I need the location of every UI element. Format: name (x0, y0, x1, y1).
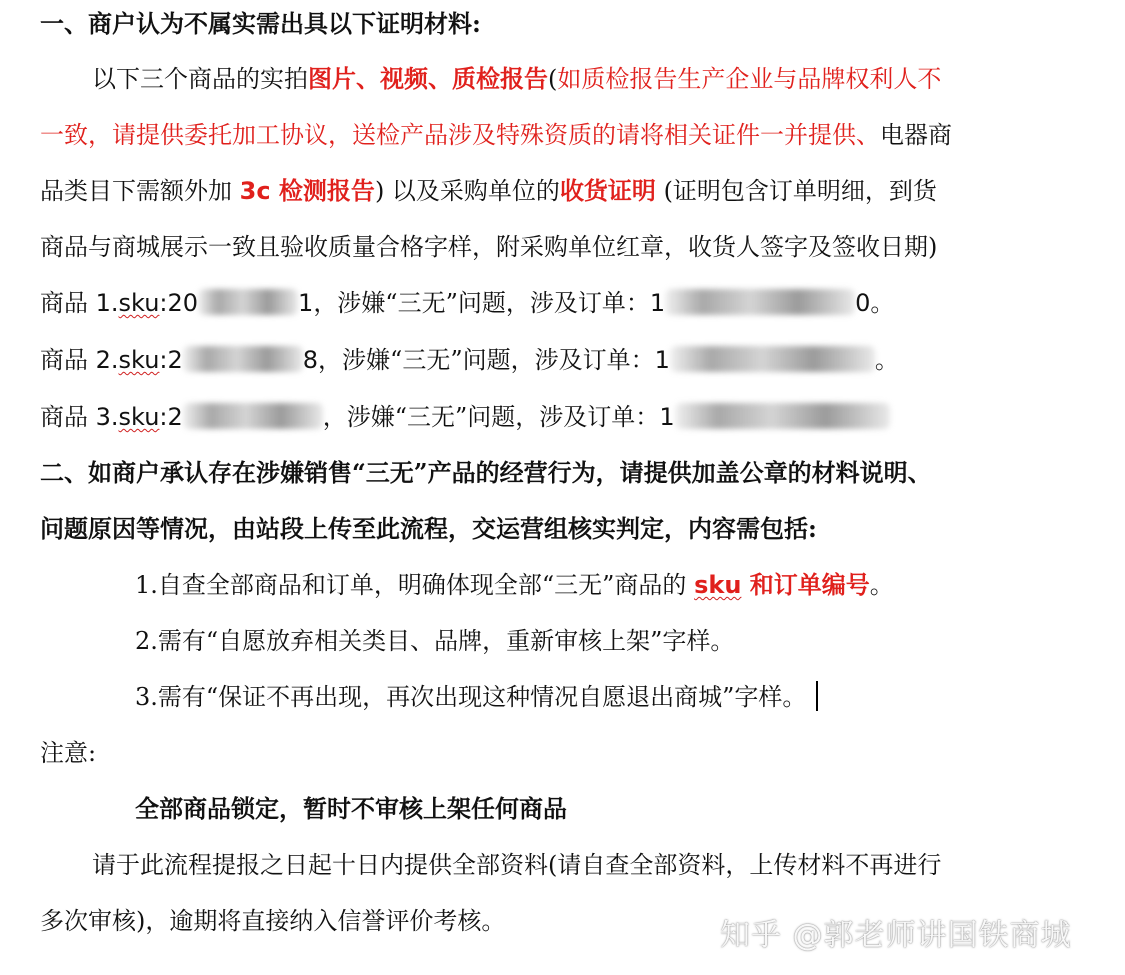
blurred-order (670, 346, 875, 372)
order-start: 1 (649, 289, 666, 317)
text-run: 1.自查全部商品和订单，明确体现全部“三无”商品的 (135, 571, 695, 599)
sku-start: :20 (159, 289, 199, 317)
product-mid-text: ，涉嫌“三无”问题，涉及订单： (322, 403, 660, 431)
section1-paragraph-line4: 商品与商城展示一致且验收质量合格字样，附采购单位红章，收货人签字及签收日期) (40, 233, 938, 261)
text-cursor (816, 681, 818, 711)
section1-paragraph-line2 (40, 119, 952, 151)
sku-word: sku (118, 346, 160, 374)
red-note: 如质检报告生产企业与品牌权利人不 (557, 65, 942, 93)
blurred-order (665, 289, 855, 315)
zhihu-watermark: 知乎 @郭老师讲国铁商城 (720, 918, 1072, 953)
sku-word: sku (118, 289, 160, 317)
blurred-sku (183, 403, 323, 429)
text-run: 品类目下需额外加 (40, 177, 240, 205)
highlight-order-number: 和订单编号 (741, 570, 870, 599)
section2-heading-line1: 二、如商户承认存在涉嫌销售“三无”产品的经营行为，请提供加盖公章的材料说明、 (40, 458, 932, 487)
note-line1: 请于此流程提报之日起十日内提供全部资料(请自查全部资料，上传材料不再进行 (92, 851, 942, 879)
text-run: 电器商 (880, 121, 952, 149)
product-prefix: 商品 3. (40, 403, 119, 431)
blurred-sku (183, 346, 303, 372)
text-run: ( (548, 65, 558, 93)
sku-start: :2 (159, 403, 183, 431)
highlight-receipt-proof: 收货证明 (559, 176, 656, 205)
highlight-3c: 3c (239, 177, 271, 205)
note-label: 注意: (40, 739, 97, 767)
text-run: (证明包含订单明细，到货 (655, 177, 937, 205)
product-tail: 。 (874, 346, 899, 374)
blurred-sku (198, 289, 298, 315)
product-item (40, 344, 899, 376)
blurred-order (675, 403, 890, 429)
text-run: ) 以及采购单位的 (374, 177, 560, 205)
highlight-sku: sku (694, 571, 742, 599)
order-start: 1 (659, 403, 675, 431)
sku-start: :2 (159, 346, 183, 374)
note-bold-line: 全部商品锁定，暂时不审核上架任何商品 (135, 794, 567, 823)
sku-end: 8 (302, 346, 319, 374)
product-mid-text: ，涉嫌“三无”问题，涉及订单： (313, 289, 650, 317)
sku-word: sku (118, 403, 160, 431)
highlight-materials: 图片、视频、质检报告 (308, 64, 548, 93)
highlight-test-report: 检测报告 (270, 176, 375, 205)
requirement-item-3 (135, 681, 818, 713)
product-mid-text: ，涉嫌“三无”问题，涉及订单： (318, 346, 655, 374)
product-item (40, 287, 894, 319)
product-prefix: 商品 1. (40, 289, 119, 317)
section1-paragraph-line3 (40, 175, 937, 207)
product-tail: 。 (870, 289, 895, 317)
section1-paragraph-line1 (92, 63, 941, 95)
requirement-item-1 (135, 569, 894, 601)
section2-heading-line2: 问题原因等情况，由站段上传至此流程，交运营组核实判定，内容需包括: (40, 514, 817, 543)
text-run: 。 (869, 571, 894, 599)
text-run: 3.需有“保证不再出现，再次出现这种情况自愿退出商城”字样。 (135, 683, 807, 711)
sku-end: 1 (298, 289, 314, 317)
section1-heading: 一、商户认为不属实需出具以下证明材料: (40, 9, 481, 38)
red-note: 一致，请提供委托加工协议，送检产品涉及特殊资质的请将相关证件一并提供、 (40, 121, 880, 149)
order-start: 1 (654, 346, 670, 374)
product-prefix: 商品 2. (40, 346, 119, 374)
order-end: 0 (855, 289, 871, 317)
note-line2: 多次审核)，逾期将直接纳入信誉评价考核。 (40, 907, 506, 935)
text-run: 以下三个商品的实拍 (92, 65, 308, 93)
product-item (40, 401, 890, 433)
requirement-item-2: 2.需有“自愿放弃相关类目、品牌，重新审核上架”字样。 (135, 627, 735, 655)
